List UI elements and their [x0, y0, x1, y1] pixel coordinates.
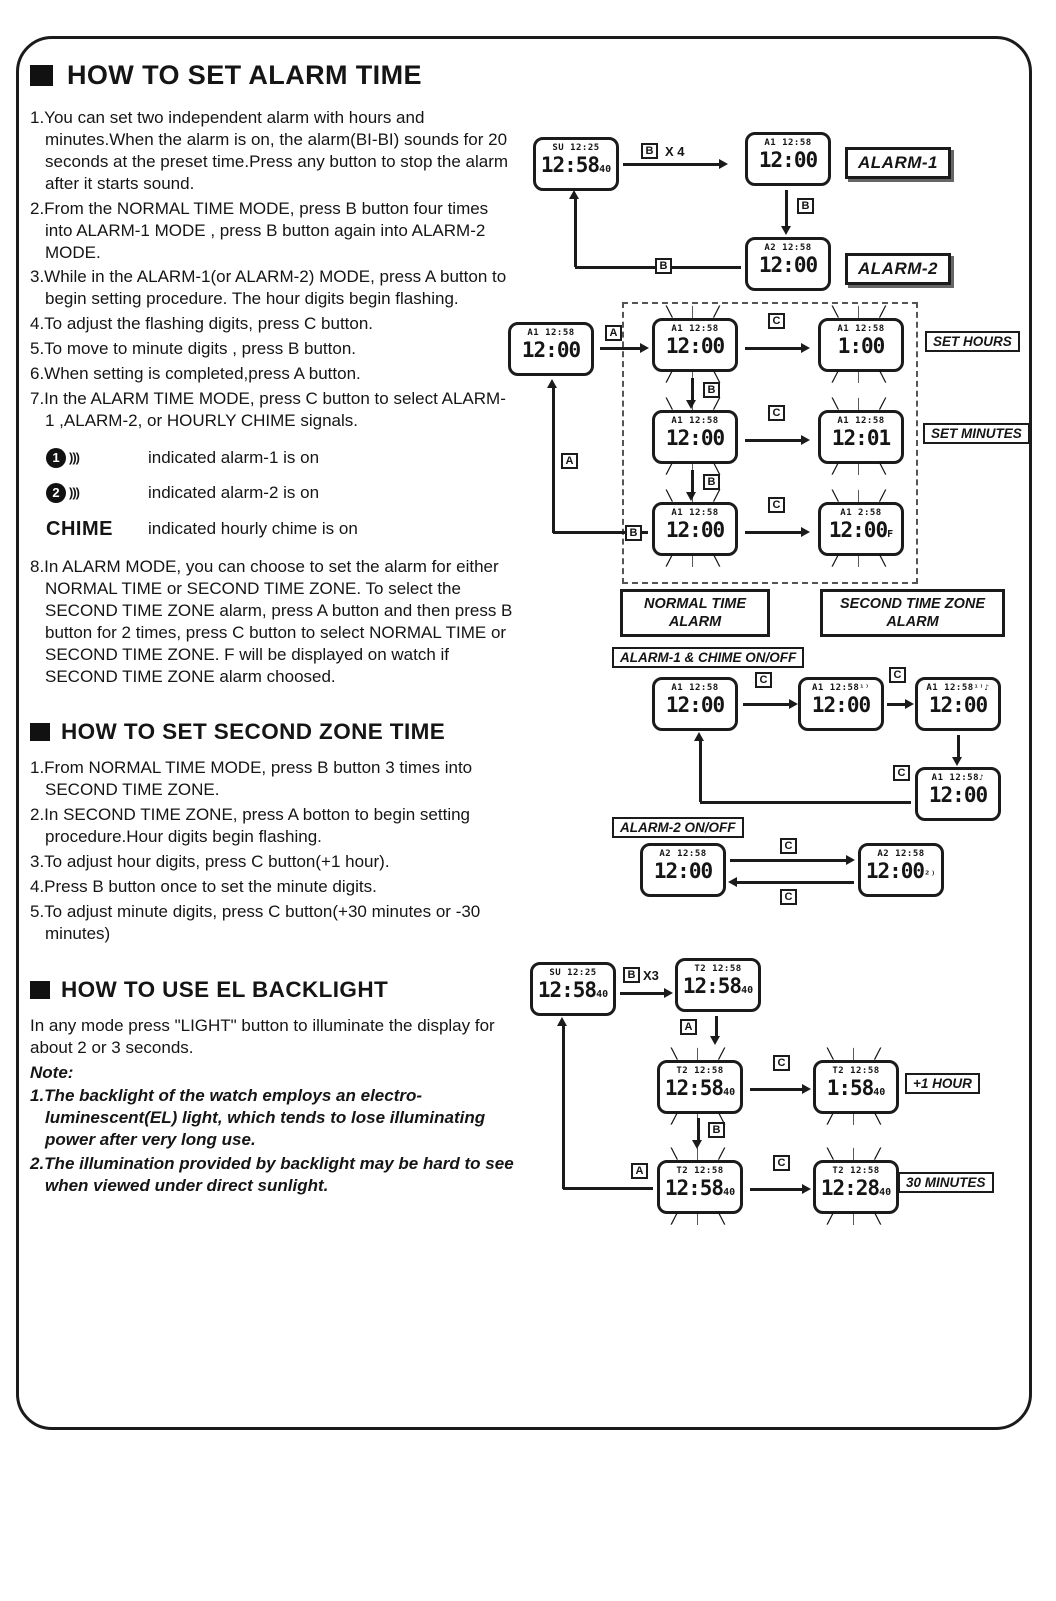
sound-waves-icon: ))) [69, 485, 79, 501]
zone-step-5: 5.To adjust minute digits, press C button(+30 minutes or -30 minutes) [30, 901, 481, 943]
button-c-label: C [780, 889, 797, 905]
watch-main-line [821, 519, 901, 543]
second-time-zone-alarm-caption: SECOND TIME ZONE ALARM [820, 589, 1005, 637]
connector-line [562, 1026, 565, 1189]
watch-main-line [660, 1077, 740, 1101]
watch-mode-text: A1 12:58 [931, 773, 980, 783]
press-count-label: X3 [643, 968, 659, 983]
button-c-label: C [768, 497, 785, 513]
watch-time-text: 12:28 [820, 1175, 880, 1200]
arrowhead-up-icon [547, 379, 557, 388]
watch-time-text: 12:58 [664, 1175, 724, 1200]
alarm1-circle-icon: 1 [46, 448, 66, 468]
alarm-indicator-legend [40, 448, 514, 541]
legend-text: indicated hourly chime is on [148, 519, 358, 539]
alarm1-chime-onoff-label: ALARM-1 & CHIME ON/OFF [612, 647, 804, 668]
connector-line [730, 859, 848, 862]
watch-normal-time-alarm [652, 502, 738, 556]
connector-line [574, 199, 577, 267]
connector-line [750, 1188, 806, 1191]
section-bullet-icon [30, 65, 53, 86]
alarm-step-5: 5.To move to minute digits , press B button. [30, 339, 356, 359]
legend-chime-row [40, 518, 514, 541]
arrowhead-right-icon [789, 699, 798, 709]
watch-alarm2-on [858, 843, 944, 897]
watch-main-line [643, 860, 723, 884]
watch-mode-text: A2 12:58 [877, 849, 925, 859]
button-c-label: C [773, 1055, 790, 1071]
watch-mode-text: SU 12:25 [549, 968, 597, 978]
button-c-label: C [755, 672, 772, 688]
watch-normal-time [533, 137, 619, 191]
watch-time-text: 12:00 [665, 517, 725, 542]
watch-seconds-text: 40 [599, 163, 612, 175]
set-minutes-label: SET MINUTES [923, 423, 1030, 444]
legend-alarm1-row [40, 448, 514, 468]
arrowhead-down-icon [781, 226, 791, 235]
set-hours-label: SET HOURS [925, 331, 1020, 352]
section-title-text: HOW TO SET SECOND ZONE TIME [61, 719, 446, 745]
chime-legend-symbol [40, 518, 148, 541]
watch-mode-text: T2 12:58 [832, 1166, 880, 1176]
legend-alarm2-row [40, 483, 514, 503]
arrowhead-right-icon [801, 435, 810, 445]
watch-mode-text: T2 12:58 [832, 1066, 880, 1076]
arrowhead-right-icon [640, 343, 649, 353]
watch-alarm2-mode [745, 237, 831, 291]
watch-time-text: 12:58 [540, 152, 600, 177]
legend-text: indicated alarm-2 is on [148, 482, 320, 502]
button-a-label: A [680, 1019, 697, 1035]
alarm-step-8: 8.In ALARM MODE, you can choose to set the alarm for either NORMAL TIME or SECOND TIME ZONE. To select the SECOND TIME ZONE alarm, press A button and then press B button for 2 times, press C button to select NORMAL TIME or SECOND TIME ZONE. F will be displayed on watch if SECOND TIME ZONE alarm choosed. [30, 556, 513, 686]
alarm1-mode-label: ALARM-1 [845, 147, 951, 179]
zone-step-4: 4.Press B button once to set the minute digits. [30, 877, 377, 897]
button-c-label: C [768, 313, 785, 329]
watch-seconds-text: 40 [741, 984, 754, 996]
watch-time-text: 12:00 [828, 517, 888, 542]
watch-mode-text: A2 12:58 [659, 849, 707, 859]
watch-second-zone [675, 958, 761, 1012]
button-c-label: C [780, 838, 797, 854]
watch-mode-text: A1 12:58 [764, 138, 812, 148]
arrowhead-right-icon [846, 855, 855, 865]
watch-zone-minute-adjusted [813, 1160, 899, 1214]
backlight-body: In any mode press "LIGHT" button to illuminate the display for about 2 or 3 seconds. [30, 1015, 495, 1057]
watch-mode-text: A1 12:58 [671, 683, 719, 693]
watch-hour-adjusted [818, 318, 904, 372]
backlight-note-2: 2.The illumination provided by backlight may be hard to see when viewed under direct sunlight. [30, 1154, 514, 1196]
alarm-step-7: 7.In the ALARM TIME MODE, press C button to select ALARM-1 ,ALARM-2, or HOURLY CHIME signals. [30, 389, 506, 430]
alarm-step-6: 6.When setting is completed,press A button. [30, 364, 361, 384]
watch-hours-flashing [652, 318, 738, 372]
watch-main-line [821, 427, 901, 451]
watch-time-text: 12:00 [758, 147, 818, 172]
arrowhead-right-icon [719, 159, 728, 169]
watch-chime-state-2 [798, 677, 884, 731]
zone-step-2: 2.In SECOND TIME ZONE, press A botton to begin setting procedure.Hour digits begin flashing. [30, 805, 470, 847]
press-count-label: X 4 [665, 144, 685, 159]
watch-main-line [821, 335, 901, 359]
alarm2-mode-label: ALARM-2 [845, 253, 951, 285]
watch-main-line [536, 154, 616, 178]
watch-mode-text: SU 12:25 [552, 143, 600, 153]
connector-line [745, 439, 803, 442]
watch-seconds-text: 40 [723, 1086, 736, 1098]
watch-time-text: 12:01 [831, 425, 891, 450]
connector-line [957, 735, 960, 759]
normal-time-alarm-caption: NORMAL TIME ALARM [620, 589, 770, 637]
connector-line [699, 741, 702, 802]
arrowhead-down-icon [692, 1140, 702, 1149]
connector-line [623, 163, 721, 166]
watch-main-line [918, 694, 998, 718]
zone-step-3: 3.To adjust hour digits, press C button(+1 hour). [30, 852, 390, 872]
alarm2-onoff-label: ALARM-2 ON/OFF [612, 817, 744, 838]
watch-seconds-text: 40 [879, 1186, 892, 1198]
watch-minute-adjusted [818, 410, 904, 464]
watch-mode-text: A1 12:58 [812, 683, 860, 693]
button-c-label: C [773, 1155, 790, 1171]
watch-mode-text: A1 12:58 [837, 324, 885, 334]
watch-time-text: 12:58 [664, 1075, 724, 1100]
watch-time-text: 12:00 [653, 858, 713, 883]
plus-1-hour-label: +1 HOUR [905, 1073, 980, 1094]
section-heading-second-zone [30, 719, 514, 745]
watch-time-text: 12:58 [682, 973, 742, 998]
connector-line [552, 388, 555, 533]
watch-main-line [655, 519, 735, 543]
watch-time-text: 12:00 [811, 692, 871, 717]
zone-step-1: 1.From NORMAL TIME MODE, press B button 3 times into SECOND TIME ZONE. [30, 758, 473, 800]
watch-chime-state-3 [915, 677, 1001, 731]
button-a-label: A [631, 1163, 648, 1179]
watch-main-line [533, 979, 613, 1003]
legend-text: indicated alarm-1 is on [148, 447, 320, 467]
watch-main-line [511, 339, 591, 363]
watch-main-line [655, 694, 735, 718]
watch-time-text: 12:00 [928, 782, 988, 807]
alarm-chime-indicator: ¹⁾♪ [973, 683, 990, 692]
connector-line [743, 703, 791, 706]
connector-line [715, 1016, 718, 1038]
connector-line [563, 1187, 653, 1190]
watch-main-line [816, 1177, 896, 1201]
watch-zone-hour-adjusted [813, 1060, 899, 1114]
section-heading-alarm [30, 60, 514, 91]
watch-time-text: 12:00 [665, 425, 725, 450]
watch-main-line [660, 1177, 740, 1201]
arrowhead-right-icon [664, 988, 673, 998]
arrowhead-up-icon [569, 190, 579, 199]
button-a-label: A [605, 325, 622, 341]
connector-line [620, 992, 668, 995]
button-c-label: C [893, 765, 910, 781]
watch-main-line [816, 1077, 896, 1101]
watch-main-line [918, 784, 998, 808]
section-title-text: HOW TO USE EL BACKLIGHT [61, 976, 389, 1002]
connector-line [736, 881, 854, 884]
section-title-text: HOW TO SET ALARM TIME [67, 60, 422, 90]
button-b-label: B [703, 474, 720, 490]
watch-mode-text: T2 12:58 [694, 964, 742, 974]
watch-seconds-text: 40 [596, 988, 609, 1000]
watch-alarm1-start [508, 322, 594, 376]
alarm1-legend-symbol [40, 448, 148, 468]
arrowhead-right-icon [802, 1084, 811, 1094]
watch-chime-state-1 [652, 677, 738, 731]
watch-normal-time [530, 962, 616, 1016]
watch-chime-state-4 [915, 767, 1001, 821]
diagram-column [505, 95, 1056, 1430]
connector-line [785, 190, 788, 228]
backlight-note-1: 1.The backlight of the watch employs an electro-luminescent(EL) light, which tends to lose illuminating power after very long use. [30, 1086, 486, 1150]
arrowhead-right-icon [801, 527, 810, 537]
watch-main-line [861, 860, 941, 884]
arrowhead-up-icon [694, 732, 704, 741]
alarm-step-3: 3.While in the ALARM-1(or ALARM-2) MODE, press A button to begin setting procedure. The hour digits begin flashing. [30, 267, 507, 309]
button-c-label: C [768, 405, 785, 421]
connector-line [750, 1088, 806, 1091]
sound-waves-icon: ))) [69, 450, 79, 466]
watch-time-text: 1:58 [826, 1075, 874, 1100]
watch-main-line [655, 335, 735, 359]
section-bullet-icon [30, 723, 50, 741]
section-heading-backlight [30, 977, 514, 1003]
watch-main-line [655, 427, 735, 451]
button-b-label: B [625, 525, 642, 541]
arrowhead-right-icon [905, 699, 914, 709]
chime-label: CHIME [46, 517, 113, 540]
button-b-label: B [708, 1122, 725, 1138]
watch-mode-text: A1 12:58 [671, 416, 719, 426]
watch-mode-text: A1 12:58 [527, 328, 575, 338]
instructions-column [30, 60, 514, 1199]
arrowhead-right-icon [802, 1184, 811, 1194]
alarm-step-2: 2.From the NORMAL TIME MODE, press B button four times into ALARM-1 MODE , press B button again into ALARM-2 MODE. [30, 198, 489, 262]
alarm2-circle-icon: 2 [46, 483, 66, 503]
watch-main-line [748, 254, 828, 278]
button-b-label: B [655, 258, 672, 274]
button-b-label: B [797, 198, 814, 214]
watch-time-text: 1:00 [837, 333, 885, 358]
watch-alarm1-mode [745, 132, 831, 186]
watch-mode-text: A1 2:58 [840, 508, 882, 518]
30-minutes-label: 30 MINUTES [898, 1172, 994, 1193]
connector-line [700, 801, 911, 804]
watch-mode-text: T2 12:58 [676, 1066, 724, 1076]
watch-mode-text: T2 12:58 [676, 1166, 724, 1176]
arrowhead-down-icon [710, 1036, 720, 1045]
button-b-label: B [623, 967, 640, 983]
connector-line [600, 347, 642, 350]
section-bullet-icon [30, 981, 50, 999]
watch-minutes-flashing [652, 410, 738, 464]
watch-time-text: 12:00 [928, 692, 988, 717]
watch-alarm2-off [640, 843, 726, 897]
arrowhead-down-icon [952, 757, 962, 766]
watch-zone-hours-flashing [657, 1060, 743, 1114]
alarm2-legend-symbol [40, 483, 148, 503]
chime-on-indicator: ♪ [979, 773, 985, 782]
button-b-label: B [703, 382, 720, 398]
alarm2-on-indicator: ²⁾ [924, 869, 937, 881]
alarm-step-4: 4.To adjust the flashing digits, press C button. [30, 314, 374, 334]
alarm-on-indicator: ¹⁾ [859, 683, 870, 692]
watch-main-line [678, 975, 758, 999]
watch-mode-text: A1 12:58 [671, 508, 719, 518]
arrowhead-up-icon [557, 1017, 567, 1026]
watch-seconds-text: 40 [873, 1086, 886, 1098]
watch-seconds-text: 40 [723, 1186, 736, 1198]
watch-second-zone-alarm [818, 502, 904, 556]
watch-mode-text: A2 12:58 [764, 243, 812, 253]
watch-mode-text: A1 12:58 [926, 683, 974, 693]
button-b-label: B [641, 143, 658, 159]
watch-time-text: 12:00 [758, 252, 818, 277]
watch-time-text: 12:00 [665, 692, 725, 717]
watch-time-text: 12:00 [521, 337, 581, 362]
watch-zone-flag-text: F [887, 528, 894, 540]
note-label: Note: [30, 1063, 74, 1082]
watch-mode-text: A1 12:58 [671, 324, 719, 334]
watch-main-line [801, 694, 881, 718]
button-c-label: C [889, 667, 906, 683]
watch-main-line [748, 149, 828, 173]
watch-time-text: 12:58 [537, 977, 597, 1002]
connector-line [745, 347, 803, 350]
connector-line [745, 531, 803, 534]
button-a-label: A [561, 453, 578, 469]
watch-mode-text: A1 12:58 [837, 416, 885, 426]
arrowhead-right-icon [801, 343, 810, 353]
arrowhead-left-icon [728, 877, 737, 887]
watch-time-text: 12:00 [665, 333, 725, 358]
watch-time-text: 12:00 [865, 858, 925, 883]
watch-zone-minutes-flashing [657, 1160, 743, 1214]
alarm-step-1: 1.You can set two independent alarm with hours and minutes.When the alarm is on, the alarm(BI-BI) sounds for 20 seconds at the preset time.Press any button to stop the alarm after it starts sound. [30, 108, 509, 193]
